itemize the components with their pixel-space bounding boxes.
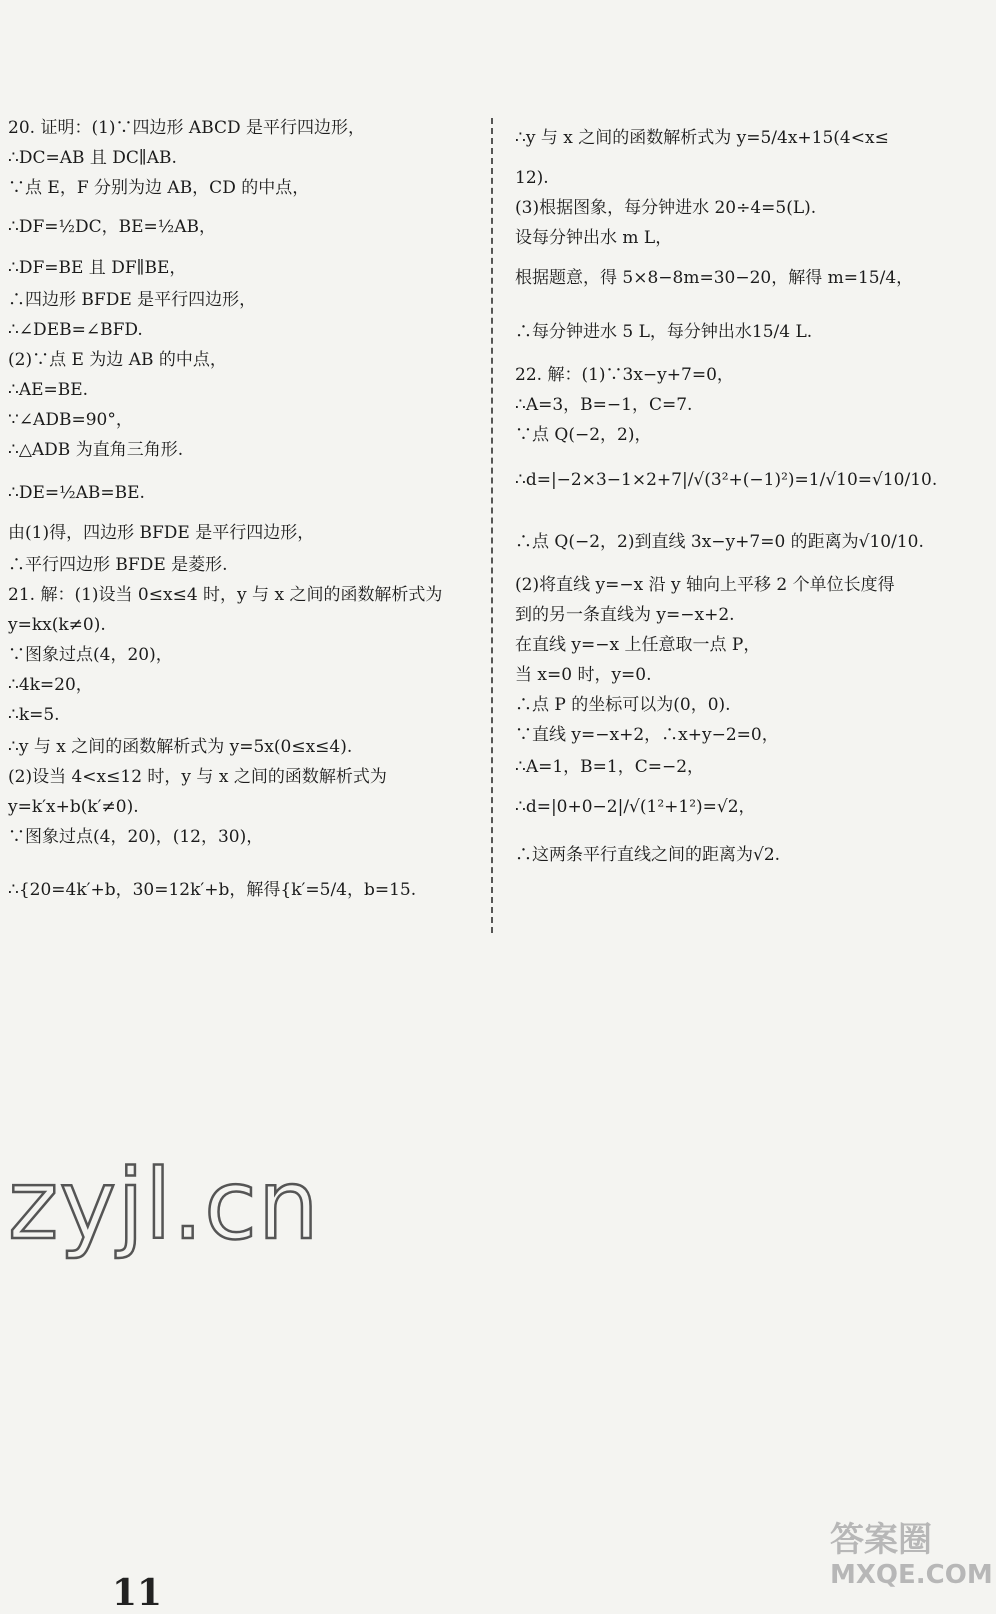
solution-line: ∵直线 y=−x+2，∴x+y−2=0， (515, 725, 779, 745)
solution-line: ∵点 E，F 分别为边 AB，CD 的中点， (8, 178, 310, 198)
solution-line: 22. 解：(1)∵3x−y+7=0， (515, 365, 734, 385)
logo-en: MXQE.COM (830, 1560, 993, 1590)
solution-line: 到的另一条直线为 y=−x+2. (515, 605, 735, 625)
solution-line: 根据题意，得 5×8−8m=30−20，解得 m=15/4， (515, 268, 914, 288)
solution-line: ∴点 Q(−2，2)到直线 3x−y+7=0 的距离为√10/10. (515, 532, 924, 552)
solution-line: ∴四边形 BFDE 是平行四边形， (8, 290, 257, 310)
solution-line: ∴d=|0+0−2|/√(1²+1²)=√2， (515, 797, 756, 817)
solution-line: ∴DF=BE 且 DF∥BE， (8, 258, 187, 278)
logo-cn: 答案圈 (830, 1520, 932, 1560)
solution-line: ∴d=|−2×3−1×2+7|/√(3²+(−1)²)=1/√10=√10/10. (515, 470, 938, 490)
solution-line: (2)将直线 y=−x 沿 y 轴向上平移 2 个单位长度得 (515, 575, 895, 595)
solution-line: 当 x=0 时，y=0. (515, 665, 652, 685)
solution-line: (3)根据图象，每分钟进水 20÷4=5(L). (515, 198, 817, 218)
solution-line: ∴AE=BE. (8, 380, 89, 400)
solution-line: ∵∠ADB=90°， (8, 410, 133, 430)
solution-line: ∴A=1，B=1，C=−2， (515, 757, 705, 777)
solution-line: 21. 解：(1)设当 0≤x≤4 时，y 与 x 之间的函数解析式为 (8, 585, 443, 605)
solution-line: ∴DF=½DC，BE=½AB， (8, 217, 216, 237)
solution-line: ∴DC=AB 且 DC∥AB. (8, 148, 177, 168)
solution-line: 在直线 y=−x 上任意取一点 P， (515, 635, 761, 655)
solution-line: ∴k=5. (8, 705, 60, 725)
solution-line: ∴平行四边形 BFDE 是菱形. (8, 555, 228, 575)
solution-line: ∴△ADB 为直角三角形. (8, 440, 184, 460)
solution-line: ∴y 与 x 之间的函数解析式为 y=5/4x+15(4<x≤ (515, 128, 889, 148)
solution-line: ∴A=3，B=−1，C=7. (515, 395, 693, 415)
solution-line: ∵图象过点(4，20)，(12，30)， (8, 827, 264, 847)
solution-line: ∴4k=20， (8, 675, 93, 695)
solution-line: (2)设当 4<x≤12 时，y 与 x 之间的函数解析式为 (8, 767, 387, 787)
solution-line: ∴每分钟进水 5 L，每分钟出水15/4 L. (515, 322, 813, 342)
solution-line: y=k′x+b(k′≠0). (8, 797, 139, 817)
brand-logo (830, 1520, 993, 1590)
solution-line: 12). (515, 168, 549, 188)
solution-line: ∴这两条平行直线之间的距离为√2. (515, 845, 781, 865)
solution-line: ∴∠DEB=∠BFD. (8, 320, 143, 340)
watermark: zyjl.cn (8, 1149, 320, 1261)
page-number: 11 (112, 1572, 163, 1614)
solution-line: ∴y 与 x 之间的函数解析式为 y=5x(0≤x≤4). (8, 737, 353, 757)
solution-line: ∴点 P 的坐标可以为(0，0). (515, 695, 731, 715)
solution-line: ∵点 Q(−2，2)， (515, 425, 652, 445)
solution-line: 由(1)得，四边形 BFDE 是平行四边形， (8, 523, 315, 543)
solution-line: ∴DE=½AB=BE. (8, 483, 145, 503)
solution-line: 设每分钟出水 m L， (515, 228, 673, 248)
column-divider (491, 118, 493, 933)
solution-line: ∴{20=4k′+b，30=12k′+b，解得{k′=5/4，b=15. (8, 880, 417, 900)
solution-line: ∵图象过点(4，20)， (8, 645, 173, 665)
solution-line: (2)∵点 E 为边 AB 的中点， (8, 350, 227, 370)
solution-line: y=kx(k≠0). (8, 615, 106, 635)
solution-line: 20. 证明：(1)∵四边形 ABCD 是平行四边形， (8, 118, 366, 138)
